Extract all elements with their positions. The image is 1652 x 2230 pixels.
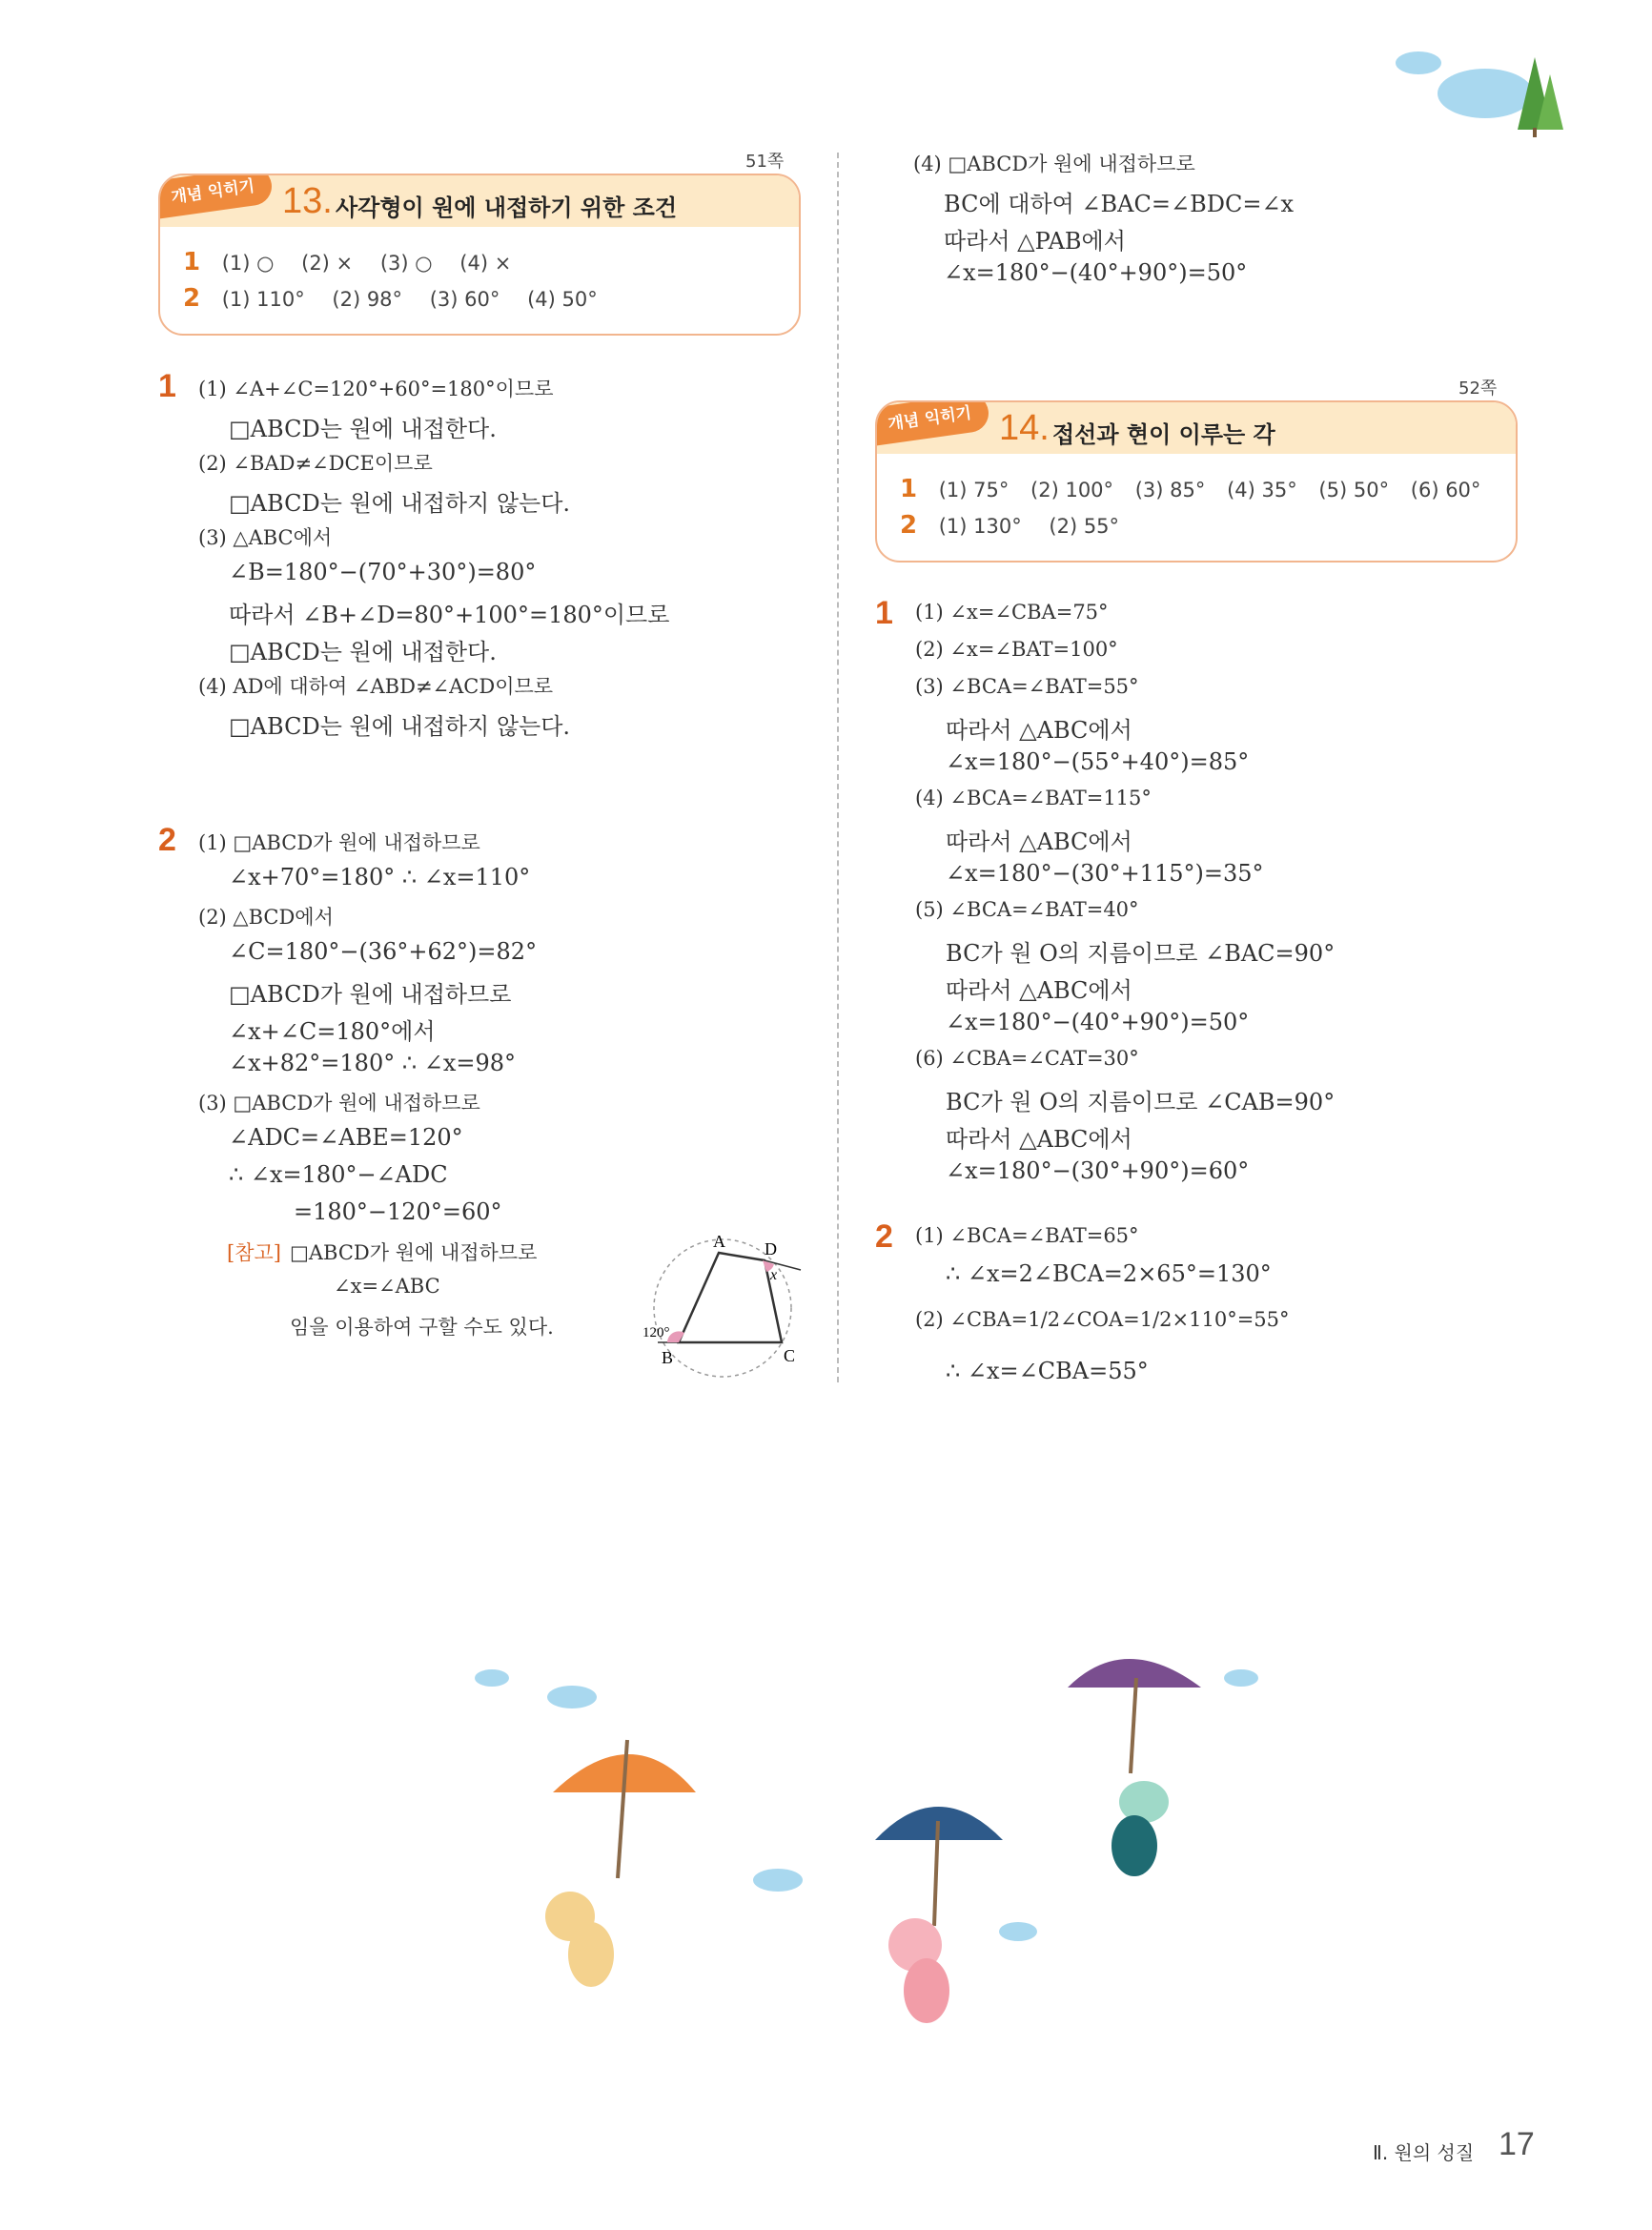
reference-line: 임을 이용하여 구할 수도 있다. [290, 1316, 554, 1339]
section-14-answer-row-2: 2 (1) 130° (2) 55° [900, 511, 1120, 540]
page-ref-52: 52쪽 [1458, 378, 1498, 399]
solution-line: (2) ∠CBA=1/2∠COA=1/2×110°=55° [915, 1308, 1290, 1331]
umbrella-animals-illustration [458, 1649, 1277, 2069]
solution-line: ∠x=180°−(55°+40°)=85° [946, 748, 1250, 775]
column-divider [837, 153, 839, 1382]
solution-line: (4) □ABCD가 원에 내접하므로 [913, 153, 1195, 175]
solution-line: ∠C=180°−(36°+62°)=82° [229, 938, 538, 965]
answer-item: (1) 130° [938, 515, 1022, 538]
reference-label: [참고] [227, 1241, 281, 1264]
solution-line: ∴ ∠x=180°−∠ADC [229, 1161, 448, 1188]
solution-line: (1) ∠A+∠C=120°+60°=180°이므로 [198, 378, 554, 400]
section-14-number: 14. [999, 408, 1050, 448]
answer-item: (1) ○ [221, 252, 275, 275]
section-13-number: 13. [282, 181, 333, 221]
section-13-badge: 개념 익히기 [158, 174, 275, 219]
section-14-answer-row-1: 1 (1) 75° (2) 100° (3) 85° (4) 35° (5) 50° (6) 60° [900, 475, 1481, 503]
solution-line: (3) □ABCD가 원에 내접하므로 [198, 1092, 480, 1115]
label-120: 120° [642, 1325, 670, 1340]
solution-line: BC에 대하여 ∠BAC=∠BDC=∠x [944, 191, 1295, 217]
answer-item: (2) 55° [1049, 515, 1120, 538]
solution-line: (6) ∠CBA=∠CAT=30° [915, 1047, 1139, 1070]
solution-line: ∠x=180°−(40°+90°)=50° [944, 259, 1248, 286]
answer-item: (3) 60° [429, 288, 500, 311]
solution-line: ∠x=180°−(30°+115°)=35° [946, 860, 1264, 887]
answer-item: (2) 100° [1030, 479, 1114, 501]
answer-item: (3) ○ [379, 252, 433, 275]
solution-line: (4) AD에 대하여 ∠ABD≠∠ACD이므로 [198, 675, 554, 698]
answer-item: (3) 85° [1134, 479, 1206, 501]
label-d: D [765, 1239, 777, 1258]
answer-item: (5) 50° [1318, 479, 1390, 501]
answer-item: (1) 75° [938, 479, 1010, 501]
page-number: 17 [1499, 2126, 1535, 2162]
solution-line: ∠B=180°−(70°+30°)=80° [229, 559, 537, 585]
reference-line: ∠x=∠ABC [334, 1275, 440, 1298]
solution-line: □ABCD는 원에 내접한다. [229, 416, 497, 442]
section-14-box [875, 400, 1518, 563]
section-14-badge: 개념 익히기 [875, 400, 991, 446]
solution-line: (4) ∠BCA=∠BAT=115° [915, 787, 1152, 809]
solution-line: ∠x=180°−(40°+90°)=50° [946, 1009, 1250, 1035]
page-ref-51: 51쪽 [745, 152, 785, 172]
inscribed-quadrilateral-figure [641, 1230, 803, 1382]
solution-line: □ABCD는 원에 내접하지 않는다. [229, 713, 571, 740]
solution-line: □ABCD는 원에 내접하지 않는다. [229, 490, 571, 517]
chapter-label: Ⅱ. 원의 성질 [1373, 2141, 1475, 2164]
section-13-title: 사각형이 원에 내접하기 위한 조건 [336, 194, 677, 221]
section-14-title: 접선과 현이 이루는 각 [1052, 421, 1275, 448]
question-2-number: 2 [875, 1218, 893, 1255]
answer-item: (4) 50° [527, 288, 598, 311]
label-x: x [770, 1267, 778, 1283]
answer-item: (2) 98° [332, 288, 403, 311]
answer-item: (2) × [301, 252, 354, 275]
solution-line: (2) ∠x=∠BAT=100° [915, 638, 1118, 661]
solution-line: ∴ ∠x=2∠BCA=2×65°=130° [946, 1260, 1272, 1287]
label-a: A [713, 1232, 725, 1251]
solution-line: 따라서 △ABC에서 [946, 1126, 1132, 1153]
solution-line: (1) ∠x=∠CBA=75° [915, 601, 1109, 624]
solution-line: ∴ ∠x=∠CBA=55° [946, 1358, 1149, 1384]
solution-line: 따라서 ∠B+∠D=80°+100°=180°이므로 [229, 602, 670, 628]
solution-line: (1) ∠BCA=∠BAT=65° [915, 1224, 1139, 1247]
solution-line: (5) ∠BCA=∠BAT=40° [915, 898, 1139, 921]
label-c: C [784, 1346, 796, 1365]
solution-line: ∠ADC=∠ABE=120° [229, 1124, 463, 1151]
question-2-number: 2 [158, 822, 176, 858]
solution-line: ∠x+∠C=180°에서 [229, 1018, 436, 1045]
answer-item: (6) 60° [1410, 479, 1481, 501]
solution-line: ∠x+70°=180° ∴ ∠x=110° [229, 864, 531, 890]
solution-line: BC가 원 O의 지름이므로 ∠CAB=90° [946, 1089, 1336, 1115]
solution-line: =180°−120°=60° [294, 1198, 502, 1225]
solution-line: (2) △BCD에서 [198, 906, 334, 929]
question-1-number: 1 [875, 595, 893, 631]
section-13-box [158, 174, 801, 336]
section-13-answer-row-1: 1 (1) ○ (2) × (3) ○ (4) × [183, 248, 512, 276]
solution-line: 따라서 △ABC에서 [946, 977, 1132, 1004]
solution-line: 따라서 △PAB에서 [944, 228, 1126, 255]
solution-line: BC가 원 O의 지름이므로 ∠BAC=90° [946, 940, 1336, 967]
solution-line: 따라서 △ABC에서 [946, 829, 1132, 855]
section-13-answer-row-2: 2 (1) 110° (2) 98° (3) 60° (4) 50° [183, 284, 598, 313]
reference-line: □ABCD가 원에 내접하므로 [290, 1241, 538, 1264]
solution-line: ∠x+82°=180° ∴ ∠x=98° [229, 1050, 517, 1076]
solution-line: ∠x=180°−(30°+90°)=60° [946, 1157, 1250, 1184]
solution-line: (3) △ABC에서 [198, 526, 333, 549]
answer-item: (4) × [459, 252, 512, 275]
cloud-tree-decoration [1373, 38, 1582, 143]
label-b: B [662, 1348, 674, 1367]
solution-line: □ABCD가 원에 내접하므로 [229, 981, 512, 1008]
solution-line: (3) ∠BCA=∠BAT=55° [915, 675, 1139, 698]
answer-item: (4) 35° [1227, 479, 1297, 501]
question-1-number: 1 [158, 368, 176, 404]
solution-line: □ABCD는 원에 내접한다. [229, 639, 497, 665]
answer-item: (1) 110° [221, 288, 305, 311]
solution-line: 따라서 △ABC에서 [946, 717, 1132, 744]
solution-line: (1) □ABCD가 원에 내접하므로 [198, 831, 480, 854]
solution-line: (2) ∠BAD≠∠DCE이므로 [198, 452, 433, 475]
